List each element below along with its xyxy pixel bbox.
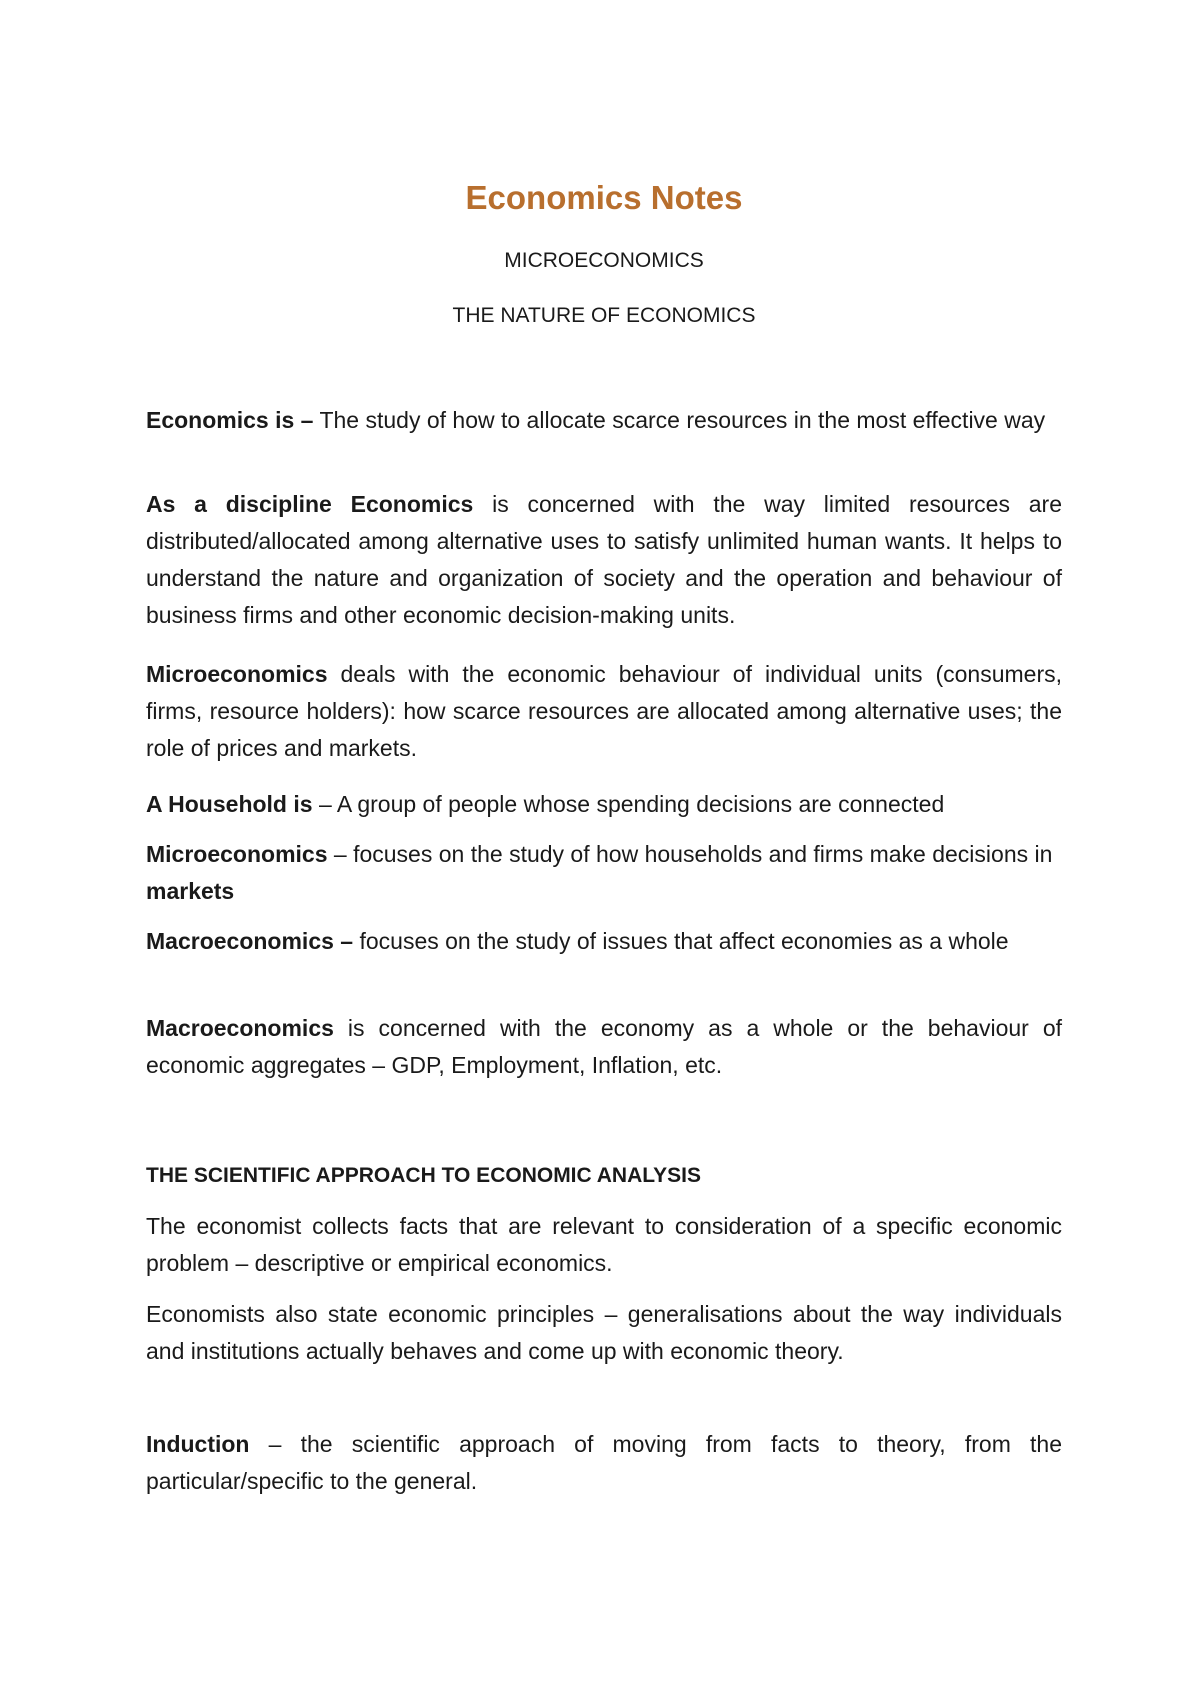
paragraph-microeconomics-deals <box>146 656 1062 767</box>
micro-focus-text: – focuses on the study of how households and firms make decisions in <box>327 841 1053 867</box>
term-microeconomics-2: Microeconomics <box>146 841 328 867</box>
term-macroeconomics: Macroeconomics – <box>146 928 354 954</box>
household-text: – A group of people whose spending decisions are connected <box>312 791 945 817</box>
paragraph-economics-definition <box>146 402 1062 439</box>
macro-focus-text: focuses on the study of issues that affect economies as a whole <box>353 928 1009 954</box>
macro-concerned-text: is concerned with the economy as a whole or the behaviour of economic aggregates – GDP, Employment, Inflation, etc. <box>146 1015 1062 1078</box>
term-economics: Economics is – <box>146 407 314 433</box>
paragraph-household <box>146 786 1062 823</box>
term-induction: Induction <box>146 1431 250 1457</box>
term-household: A Household is <box>146 791 313 817</box>
document-title: Economics Notes <box>465 179 743 216</box>
discipline-text: is concerned with the way limited resources are distributed/allocated among alternative uses to satisfy unlimited human wants. It helps to understand the nature and organization of society and the operation and behaviour of business firms and other economic decision-making units. <box>146 491 1062 628</box>
paragraph-economist-facts <box>146 1208 1062 1282</box>
definition-text: The study of how to allocate scarce resources in the most effective way <box>313 407 1046 433</box>
microeconomics-text: deals with the economic behaviour of individual units (consumers, firms, resource holders): how scarce resources are allocated among alternative uses; the role of prices and markets. <box>146 661 1062 761</box>
principles-text: Economists also state economic principles – generalisations about the way individuals and institutions actually behaves and come up with economic theory. <box>146 1301 1062 1364</box>
paragraph-macroeconomics-focus <box>146 923 1062 960</box>
paragraph-microeconomics-focus <box>146 836 1062 910</box>
paragraph-discipline <box>146 486 1062 634</box>
paragraph-induction <box>146 1426 1062 1500</box>
induction-text: – the scientific approach of moving from facts to theory, from the particular/specific to the general. <box>146 1431 1062 1494</box>
section-subtitle-microeconomics: MICROECONOMICS <box>504 249 704 272</box>
term-markets: markets <box>146 878 235 904</box>
paragraph-economic-principles <box>146 1296 1062 1370</box>
term-discipline: As a discipline Economics <box>146 491 474 517</box>
paragraph-macroeconomics-concerned <box>146 1010 1062 1084</box>
term-macroeconomics-2: Macroeconomics <box>146 1015 334 1041</box>
term-microeconomics: Microeconomics <box>146 661 328 687</box>
economist-facts-text: The economist collects facts that are relevant to consideration of a specific economic problem – descriptive or empirical economics. <box>146 1213 1062 1276</box>
section-subtitle-nature: THE NATURE OF ECONOMICS <box>452 304 756 327</box>
section-heading-scientific-approach: THE SCIENTIFIC APPROACH TO ECONOMIC ANALYSIS <box>146 1164 701 1187</box>
